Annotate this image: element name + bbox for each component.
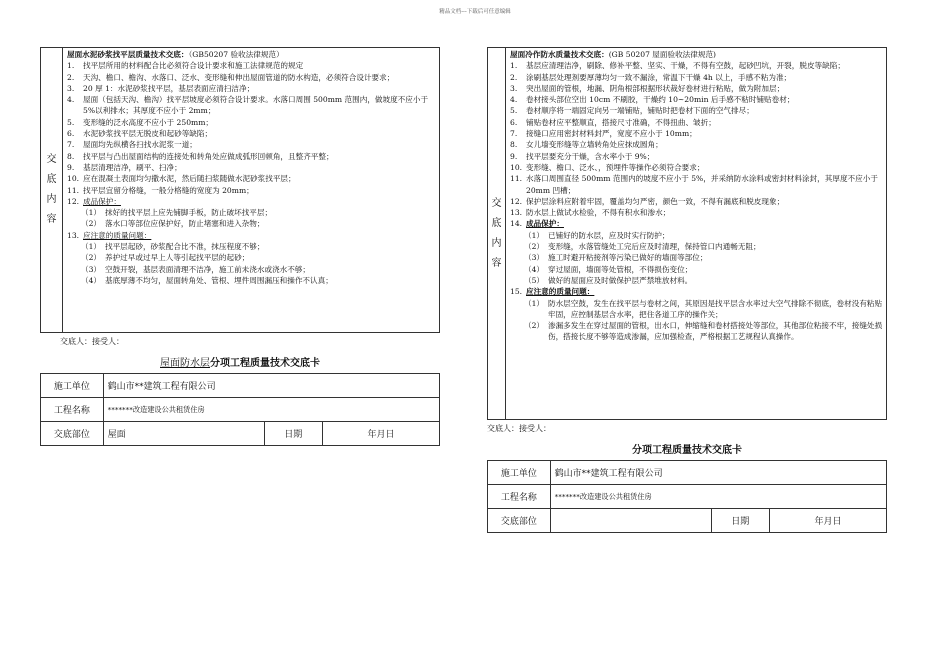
list-item [510,196,884,207]
project-value: *******改造建设公共租赁住房 [103,398,439,422]
right-content [510,49,884,343]
item-text: 找平层要充分干燥，含水率小于 9%； [526,151,655,161]
list-item [510,105,884,116]
item-number: 8. [67,151,75,161]
item-number: 1. [510,61,518,71]
item-text: 找平层宜留分格缝，一般分格缝的宽度为 20mm； [83,185,254,195]
list-item [67,128,435,139]
list-item [67,94,435,117]
item-text: 突出屋面的管根，地漏、阴角根部根据形状裁好卷材进行粘贴，做为附加层； [526,83,785,93]
list-item [67,162,435,173]
item-text: 铺贴卷材应平整顺直，搭接尺寸准确，不得扭曲、皱折； [526,117,716,127]
side-char: 容 [491,257,502,269]
side-char: 内 [491,237,502,249]
side-char: 容 [46,214,57,225]
list-item [510,83,884,94]
item-text: 卷材顺序将一端固定向另一端铺贴，铺贴时把卷材下面的空气排尽； [526,106,754,116]
list-item: 13. 应注意的质量问题： [67,230,152,240]
sub-item-text: 防水层空鼓，发生在找平层与卷材之间，其原因是找平层含水率过大空气排除不彻底，卷材没有粘贴牢固，应控制基层含水率，把住各道工序的操作关； [548,298,883,319]
item-text: 基层应清理洁净，刷除、修补平整、坚实、干燥，不得有空鼓，起砂凹坑，开裂，脱皮等缺陷； [526,61,845,71]
left-info-table [40,373,440,446]
sub-item-text: 渗漏多发生在穿过屋面的管根，出水口，伸缩缝和卷材搭接处等部位，其他部位粘接不牢，接缝处损伤，搭接长度不够等造成渗漏，应加强检查，严格根据工艺规程认真操作。 [548,321,883,342]
side-char: 交 [46,154,57,165]
item-number: 9. [510,151,518,161]
sub-item [67,264,435,275]
sub-item-number: （4） [81,275,102,285]
item-number: 10. [510,162,523,172]
item-number: 8. [510,140,518,150]
item-text: 找平层与凸出屋面结构的连接处和转角处应做成弧形回顿角，且整齐平整； [83,151,334,161]
left-side-label [41,48,63,332]
list-item [67,60,435,71]
sub-item-text: 养护过早或过早上人等引起找平层的起砂； [105,253,250,263]
left-card-title: 屋面防水层分项工程质量技术交底卡 [160,358,320,369]
sub-item-number: （4） [524,264,545,274]
sub-item [510,252,884,263]
item-text: 防水层上做试水检验，不得有积水和渗水； [526,208,671,218]
sub-item-text: 空鼓开裂，基层表面清理不洁净，施工前未浇水或浇水不够； [105,264,311,274]
item-text: 变形缝的泛水高度不应小于 250mm； [83,117,214,127]
list-item [67,72,435,83]
item-number: 5. [67,117,75,127]
sub-item [510,241,884,252]
list-item [510,151,884,162]
sub-item-number: （3） [81,264,102,274]
sub-item-number: （1） [81,208,102,218]
item-number: 6. [510,117,518,127]
project-label: 工程名称 [488,485,551,509]
item-number: 12. [510,196,523,206]
unit-value: 鹤山市**建筑工程有限公司 [550,461,886,485]
right-side-label [488,48,506,419]
sub-item [510,230,884,241]
date-value: 年月日 [322,422,439,446]
left-standard-ref: （GB50207 验收法律规范） [188,50,284,59]
item-number: 2. [67,72,75,82]
list-item [510,207,884,218]
item-number: 5. [510,106,518,116]
list-item [67,173,435,184]
item-number: 4. [510,95,518,105]
sub-item [510,298,884,321]
item-text: 找平层所用的材料配合比必须符合设计要求和施工法律规范的规定 [83,61,304,71]
list-item [510,128,884,139]
list-item [510,162,884,173]
sub-item-text: 穿过屋面，墙面等处管根，不得损伤变位； [548,264,693,274]
list-item [510,139,884,150]
item-text: 水泥砂浆找平层无脱皮和起砂等缺陷； [83,129,213,139]
item-text: 水落口周围直径 500mm 范围内的坡度不应小于 5%，并采纳防水涂料或密封材料涂封，其厚度不应小于 20mm 凹槽； [526,174,878,195]
list-item: 15. 应注意的质量问题： [510,287,595,297]
right-signature-line: 交底人：接受人： [487,424,551,433]
sub-item-number: （3） [524,253,545,263]
item-number: 7. [510,129,518,139]
item-number: 2. [510,72,518,82]
sub-item-text: 施工时避开粘接剂等污染已做好的墙面等部位； [548,253,708,263]
item-number: 7. [67,140,75,150]
item-number: 3. [510,83,518,93]
item-number: 3. [67,83,75,93]
item-text: 应在混凝土表面均匀撒水泥，然后随扫浆随做水泥砂浆找平层； [83,174,296,184]
unit-label: 施工单位 [41,374,104,398]
sub-item-number: （2） [524,242,545,252]
sub-item-number: （1） [81,242,102,252]
sub-item-number: （1） [524,298,545,308]
project-value: *******改造建设公共租赁住房 [550,485,886,509]
item-text: 20 厚 1：水泥砂浆找平层，基层表面应清扫洁净； [83,83,255,93]
list-item [67,151,435,162]
item-number: 10. [67,174,80,184]
list-item: 12. 成品保护： [67,196,121,206]
item-number: 11. [67,185,80,195]
sub-item [67,252,435,263]
list-item [67,117,435,128]
side-char: 内 [46,194,57,205]
item-number: 11. [510,174,523,184]
item-text: 变形缝、檐口、泛水、，预埋件等操作必须符合要求； [526,162,705,172]
list-item [510,60,884,71]
right-disclosure-box [487,47,887,420]
left-signature-line: 交底人：接受人： [60,337,124,346]
item-text: 接缝口应用密封材料封严，宽度不应小于 10mm； [526,129,697,139]
item-number: 4. [67,95,75,105]
item-text: 天沟、檐口、檐沟、水落口、泛水、变形缝和伸出屋面管道的防水构造，必须符合设计要求； [83,72,395,82]
sub-item-text: 落水口等部位应保护好，防止堵塞和进入杂物； [105,219,265,229]
sub-item [510,264,884,275]
right-standard-ref: (GB 50207 屋面验收法律规范) [608,50,717,59]
sub-item-number: （5） [524,275,545,285]
item-text: 屋面均先纵横各扫找水泥浆一道； [83,140,197,150]
item-text: 涂刷基层处理剂要厚薄均匀一致不漏涂，常温下干燥 4h 以上，手感不粘为准； [526,72,792,82]
sub-item [510,275,884,286]
item-text: 屋面（包括天沟、檐沟）找平层坡度必须符合设计要求。水落口周围 500mm 范围内，做坡度不应小于 5%以利排水；其厚度不应小于 2mm； [83,95,429,116]
item-number: 9. [67,162,75,172]
right-section-title: 屋面冷作防水质量技术交底：(GB 50207 屋面验收法律规范) [510,50,717,59]
sub-item-text: 基底厚薄不均匀，屋面转角处、管根、埋件周围漏压和操作不认真； [105,275,333,285]
part-value: 屋面 [103,422,264,446]
sub-item-text: 抹好的找平层上应先铺脚手板，防止破坏找平层； [105,208,273,218]
sub-item-number: （2） [81,219,102,229]
list-item [67,83,435,94]
item-number: 1. [67,61,75,71]
side-char: 底 [491,217,502,229]
item-number: 6. [67,129,75,139]
sub-item-number: （1） [524,230,545,240]
unit-label: 施工单位 [488,461,551,485]
list-item: 14. 成品保护： [510,219,564,229]
sub-item [67,275,435,286]
date-label: 日期 [711,509,769,533]
part-label: 交底部位 [488,509,551,533]
date-label: 日期 [264,422,322,446]
item-text: 基层清理洁净，刷平、扫净； [83,162,182,172]
left-disclosure-box [40,47,440,333]
sub-item [67,207,435,218]
item-text: 保护层涂料应附着牢固，覆盖均匀严密，颜色一致，不得有漏底和脱皮现象； [526,196,785,206]
side-char: 底 [46,174,57,185]
sub-item-number: （2） [524,321,545,331]
list-item [510,117,884,128]
item-text: 卷材接头部位空出 10cm 不刷胶，干燥约 10~20min 后手感不粘时铺贴卷材； [526,95,795,105]
item-text: 女儿墙变形缝等立墙转角处应抹成圆角； [526,140,663,150]
sub-item [67,241,435,252]
sub-item-text: 找平层起砂，砂浆配合比不准，抹压程度不够； [105,242,265,252]
sub-item-text: 变形缝，水落管缝处工完后应及时清理，保持管口内通畅无阻； [548,242,761,252]
unit-value: 鹤山市**建筑工程有限公司 [103,374,439,398]
list-item [67,139,435,150]
list-item [67,185,435,196]
part-label: 交底部位 [41,422,104,446]
sub-item-number: （2） [81,253,102,263]
project-label: 工程名称 [41,398,104,422]
left-content [67,49,435,286]
page-header: 精品文档---下载后可任意编辑 [439,9,511,15]
list-item [510,72,884,83]
side-char: 交 [491,197,502,209]
sub-item [67,218,435,229]
part-value [550,509,711,533]
list-item [510,94,884,105]
date-value: 年月日 [769,509,886,533]
left-section-title: 屋面水泥砂浆找平层质量技术交底：（GB50207 验收法律规范） [67,50,284,59]
right-card-title: 分项工程质量技术交底卡 [632,445,742,456]
sub-item-text: 已铺好的防水层，应及时实行防护； [548,230,670,240]
right-info-table [487,460,887,533]
sub-item [510,320,884,343]
item-number: 13. [510,208,523,218]
sub-item-text: 做好的屋面应及时做保护层严禁堆放材料。 [548,275,693,285]
list-item [510,173,884,196]
